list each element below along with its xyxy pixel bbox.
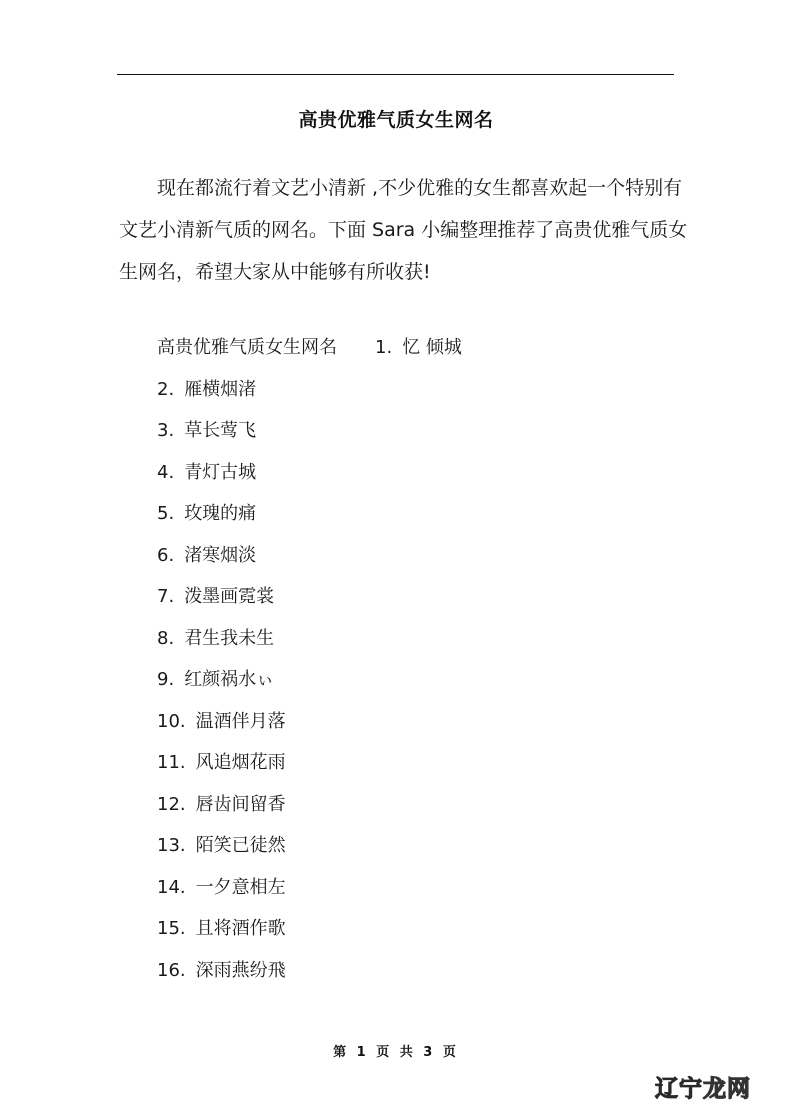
list-item	[157, 501, 462, 543]
watermark-white-text: 龙网	[703, 1076, 751, 1102]
item-text: 君生我未生	[184, 627, 275, 649]
item-text: 雁横烟渚	[184, 378, 257, 400]
item-text: 玫瑰的痛	[184, 503, 257, 524]
item-number: 8.	[157, 627, 175, 649]
site-watermark-logo	[655, 1070, 751, 1103]
list-item	[157, 916, 462, 958]
list-item	[157, 460, 462, 502]
list-item	[157, 667, 462, 709]
list-item	[157, 418, 462, 460]
list-item	[157, 833, 462, 875]
item-text: 一夕意相左	[195, 876, 286, 898]
item-number: 1.	[375, 337, 393, 358]
page-number-footer: 第 1 页 共 3 页	[333, 1045, 459, 1060]
item-number: 15.	[157, 918, 186, 939]
item-text: 忆 倾城	[402, 337, 462, 358]
item-text: 深雨燕纷飛	[195, 959, 286, 981]
item-number: 11.	[157, 752, 186, 773]
item-number: 6.	[157, 544, 175, 566]
item-text: 红颜祸水ぃ	[184, 669, 275, 690]
list-item	[157, 709, 462, 751]
intro-line: 现在都流行着文艺小清新 ,不少优雅的女生都喜欢起一个特别有	[157, 177, 683, 199]
item-number: 10.	[157, 710, 186, 732]
list-item	[157, 543, 462, 585]
item-number: 3.	[157, 420, 175, 441]
item-number: 5.	[157, 503, 175, 524]
item-text: 温酒伴月落	[195, 710, 286, 732]
item-number: 2.	[157, 378, 175, 400]
item-text: 陌笑已徒然	[195, 835, 286, 856]
item-text: 唇齿间留香	[195, 793, 286, 815]
item-text: 且将酒作歌	[195, 918, 286, 939]
item-text: 渚寒烟淡	[184, 544, 257, 566]
item-number: 13.	[157, 835, 186, 856]
header-rule	[117, 74, 674, 75]
list-item	[157, 626, 462, 668]
list-item	[157, 377, 462, 419]
item-text: 泼墨画霓裳	[184, 586, 275, 607]
intro-line: 文艺小清新气质的网名。下面 Sara 小编整理推荐了高贵优雅气质女	[119, 219, 688, 241]
document-title: 高贵优雅气质女生网名	[298, 109, 494, 131]
item-text: 草长莺飞	[184, 420, 257, 441]
intro-paragraph	[119, 167, 688, 293]
list-item	[157, 335, 462, 377]
list-item	[157, 584, 462, 626]
intro-line: 生网名，希望大家从中能够有所收获!	[119, 261, 431, 283]
list-heading: 高贵优雅气质女生网名	[157, 337, 337, 358]
nickname-list	[157, 335, 462, 999]
list-item	[157, 750, 462, 792]
list-item	[157, 875, 462, 917]
item-text: 风追烟花雨	[195, 752, 286, 773]
item-number: 16.	[157, 959, 186, 981]
watermark-red-text: 辽宁	[655, 1076, 703, 1102]
item-number: 12.	[157, 793, 186, 815]
list-item	[157, 792, 462, 834]
list-item	[157, 958, 462, 1000]
item-text: 青灯古城	[184, 461, 257, 483]
item-number: 4.	[157, 461, 175, 483]
item-number: 7.	[157, 586, 175, 607]
item-number: 14.	[157, 876, 186, 898]
item-number: 9.	[157, 669, 175, 690]
